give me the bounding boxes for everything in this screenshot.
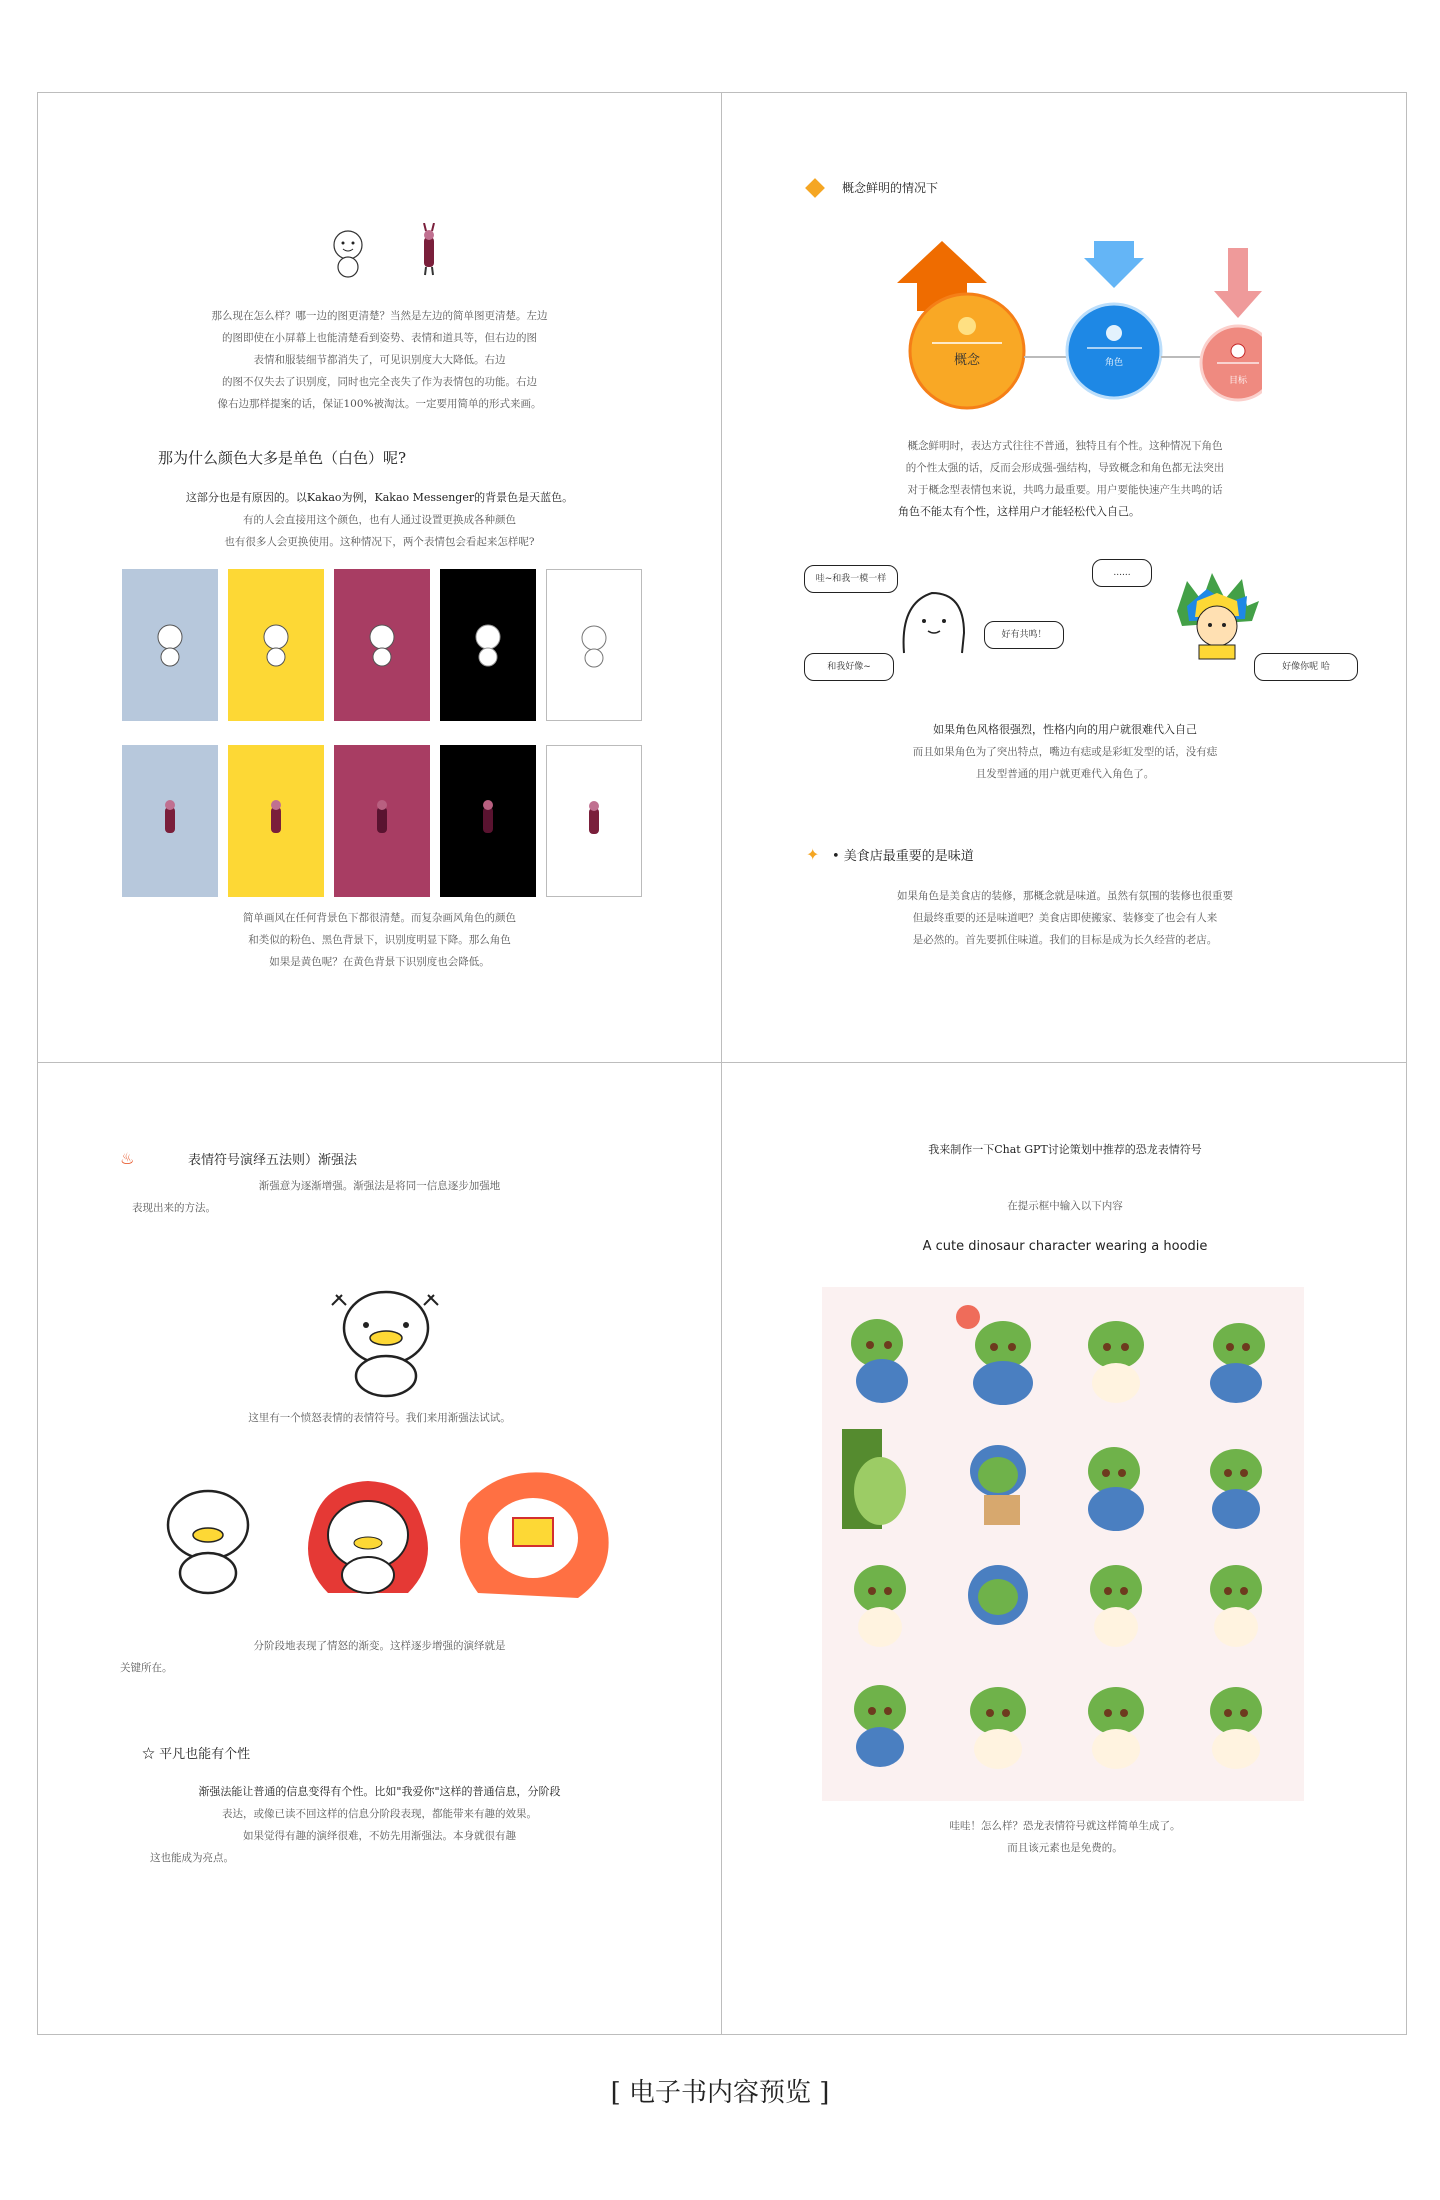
result-caption	[722, 1815, 1408, 1859]
dinosaur-sticker	[1066, 1549, 1166, 1653]
text-line: 如果是黄色呢？在黄色背景下识别度也会降低。	[269, 956, 490, 968]
dinosaur-sticker	[948, 1549, 1048, 1653]
diamond-bullet-icon	[805, 178, 825, 198]
dinosaur-sticker	[1066, 1429, 1166, 1533]
speech-bubble-2: 和我好像~	[804, 653, 894, 681]
blue-arrow-icon	[1084, 241, 1144, 288]
page-panel-1	[38, 93, 721, 1062]
concept-role-goal-diagram	[882, 233, 1262, 423]
swatch-pink-simple	[334, 569, 430, 721]
crescendo-paragraph	[38, 1781, 721, 1869]
text-line: 那么现在怎么样？哪一边的图更清楚？当然是左边的简单图更清楚。左边	[211, 310, 548, 322]
dinosaur-sticker	[832, 1549, 932, 1653]
speech-bubble-4: ......	[1092, 559, 1152, 587]
goal-label: 目标	[1228, 376, 1247, 386]
caption-1: 这里有一个愤怒表情的表情符号。我们来用渐强法试试。	[248, 1412, 511, 1424]
text-line: 角色不能太有个性，这样用户才能轻松代入自己。	[898, 505, 1140, 518]
swatch-explanation	[38, 907, 721, 973]
text-line: 如果角色是美食店的装修，那概念就是味道。虽然有氛围的装修也很重要	[897, 890, 1233, 902]
role-paragraph	[722, 719, 1408, 785]
text-line: 简单画风在任何背景色下都很清楚。而复杂画风角色的颜色	[243, 912, 516, 924]
chapter-title: 表情符号演绎五法则）渐强法	[188, 1153, 358, 1168]
dinosaur-sticker	[1184, 1303, 1284, 1407]
red-arrow-icon	[1214, 248, 1262, 318]
text-line: 表情和服装细节都消失了，可见识别度大大降低。右边	[253, 354, 506, 366]
text-line: 也有很多人会更换使用。这种情况下，两个表情包会看起来怎样呢?	[224, 536, 535, 548]
dinosaur-sticker-grid	[822, 1287, 1304, 1801]
ebook-preview-caption: [ 电子书内容预览 ]	[610, 2078, 830, 2108]
speech-bubble-3: 好有共鸣！	[984, 621, 1064, 649]
text-line: 渐强意为逐渐增强。渐强法是将同一信息逐步加强地	[258, 1180, 501, 1192]
text-line: 如果角色风格很强烈，性格内向的用户就很难代入自己	[933, 723, 1197, 736]
text-line: 概念鲜明时，表达方式往往不普通，独特且有个性。这种情况下角色	[907, 440, 1223, 452]
background-swatch-grid	[122, 569, 642, 899]
prompt-text: A cute dinosaur character wearing a hoodie	[922, 1239, 1208, 1254]
swatch-blue-complex	[122, 745, 218, 897]
complex-character-icon	[424, 223, 434, 275]
page-panel-4	[722, 1063, 1408, 2036]
swatch-yellow-complex	[228, 745, 324, 897]
page-panel-2	[722, 93, 1408, 1062]
text-line: 哇哇！怎么样？恐龙表情符号就这样简单生成了。	[949, 1820, 1181, 1832]
intro-line: 我来制作一下Chat GPT讨论策划中推荐的恐龙表情符号	[928, 1143, 1202, 1156]
text-line: 而且该元素也是免费的。	[1007, 1842, 1123, 1854]
dinosaur-sticker	[832, 1303, 932, 1407]
angry-duck-icon	[324, 1283, 454, 1403]
concept-paragraph	[722, 435, 1408, 523]
text-line: 分阶段地表现了情怒的渐变。这样逐步增强的演绎就是	[253, 1640, 506, 1652]
duck-stage-3-icon	[460, 1472, 609, 1598]
page-panel-3	[38, 1063, 721, 2036]
text-line: 的个性太强的话，反而会形成强-强结构，导致概念和角色都无法突出	[905, 462, 1225, 474]
dinosaur-sticker	[1184, 1549, 1284, 1653]
sparkle-icon: ✦	[806, 845, 820, 864]
speech-bubble-1: 哇~和我一模一样	[804, 565, 898, 593]
text-line: 渐强法能让普通的信息变得有个性。比如"我爱你"这样的普通信息，分阶段	[198, 1785, 561, 1798]
text-line: 是必然的。首先要抓住味道。我们的目标是成为长久经营的老店。	[912, 934, 1218, 946]
rainbow-hair-character-icon	[1167, 571, 1267, 661]
dinosaur-sticker	[1066, 1303, 1166, 1407]
text-line: 但最终重要的还是味道吧？美食店即使搬家、装修变了也会有人来	[912, 912, 1218, 924]
food-paragraph	[722, 885, 1408, 951]
sub-title: ☆ 平凡也能有个性	[142, 1747, 251, 1762]
text-line: 对于概念型表情包来说，共鸣力最重要。用户要能快速产生共鸣的话	[907, 484, 1223, 496]
swatch-white-complex	[546, 745, 642, 897]
text-line: 表现出来的方法。	[132, 1202, 216, 1214]
text-line: 有的人会直接用这个颜色，也有人通过设置更换成各种颜色	[243, 514, 516, 526]
swatch-black-simple	[440, 569, 536, 721]
swatch-yellow-simple	[228, 569, 324, 721]
duck-stage-2-icon	[308, 1481, 428, 1593]
dinosaur-sticker	[832, 1429, 932, 1533]
text-line: 和类似的粉色、黑色背景下，识别度明显下降。那么角色	[248, 934, 511, 946]
text-line: 这也能成为亮点。	[150, 1852, 234, 1864]
section-title: 概念鲜明的情况下	[842, 181, 939, 195]
prompt-hint: 在提示框中输入以下内容	[1007, 1200, 1123, 1212]
concept-label: 概念	[953, 353, 980, 368]
dinosaur-sticker	[1184, 1429, 1284, 1533]
dinosaur-sticker	[948, 1429, 1048, 1533]
role-label: 角色	[1104, 358, 1123, 368]
text-line: 的图即使在小屏幕上也能清楚看到姿势、表情和道具等，但右边的图	[222, 332, 537, 344]
text-line: 如果觉得有趣的演绎很难，不妨先用渐强法。本身就很有趣	[243, 1830, 516, 1842]
swatch-blue-simple	[122, 569, 218, 721]
duck-stage-1-icon	[168, 1491, 248, 1593]
food-section-title: • 美食店最重要的是味道	[832, 849, 974, 864]
crescendo-sequence	[138, 1463, 658, 1613]
role-circle	[1067, 304, 1161, 398]
text-line: 的图不仅失去了识别度，同时也完全丧失了作为表情包的功能。右边	[222, 376, 537, 388]
text-line: 表达，或像已读不回这样的信息分阶段表现，都能带来有趣的效果。	[222, 1808, 537, 1820]
caption-2	[38, 1635, 721, 1679]
section-heading: 那为什么颜色大多是单色（白色）呢?	[158, 449, 407, 467]
simple-character-icon	[334, 231, 362, 277]
text-line: 这部分也是有原因的。以Kakao为例，Kakao Messenger的背景色是天蓝色。	[185, 491, 574, 504]
speech-bubble-5: 好像你呢 哈	[1254, 653, 1358, 681]
dinosaur-sticker	[832, 1669, 932, 1773]
text-line: 关键所在。	[120, 1662, 173, 1674]
swatch-pink-complex	[334, 745, 430, 897]
character-comparison-icons	[318, 223, 458, 283]
dinosaur-sticker	[948, 1669, 1048, 1773]
color-paragraph	[38, 487, 721, 553]
text-line: 像右边那样提案的话，保证100%被淘汰。一定要用简单的形式来画。	[217, 398, 542, 410]
text-line: 且发型普通的用户就更难代入角色了。	[975, 768, 1155, 780]
swatch-black-complex	[440, 745, 536, 897]
swatch-white-simple	[546, 569, 642, 721]
dinosaur-sticker	[1184, 1669, 1284, 1773]
intro-paragraph	[38, 1175, 721, 1219]
intro-paragraph	[38, 305, 721, 415]
text-line: 而且如果角色为了突出特点，嘴边有痣或是彩虹发型的话，没有痣	[912, 746, 1218, 758]
preview-grid	[37, 92, 1407, 2035]
dinosaur-sticker	[1066, 1669, 1166, 1773]
plain-character-icon	[892, 583, 982, 663]
dinosaur-sticker	[948, 1303, 1048, 1407]
fire-icon: ♨	[120, 1149, 135, 1168]
